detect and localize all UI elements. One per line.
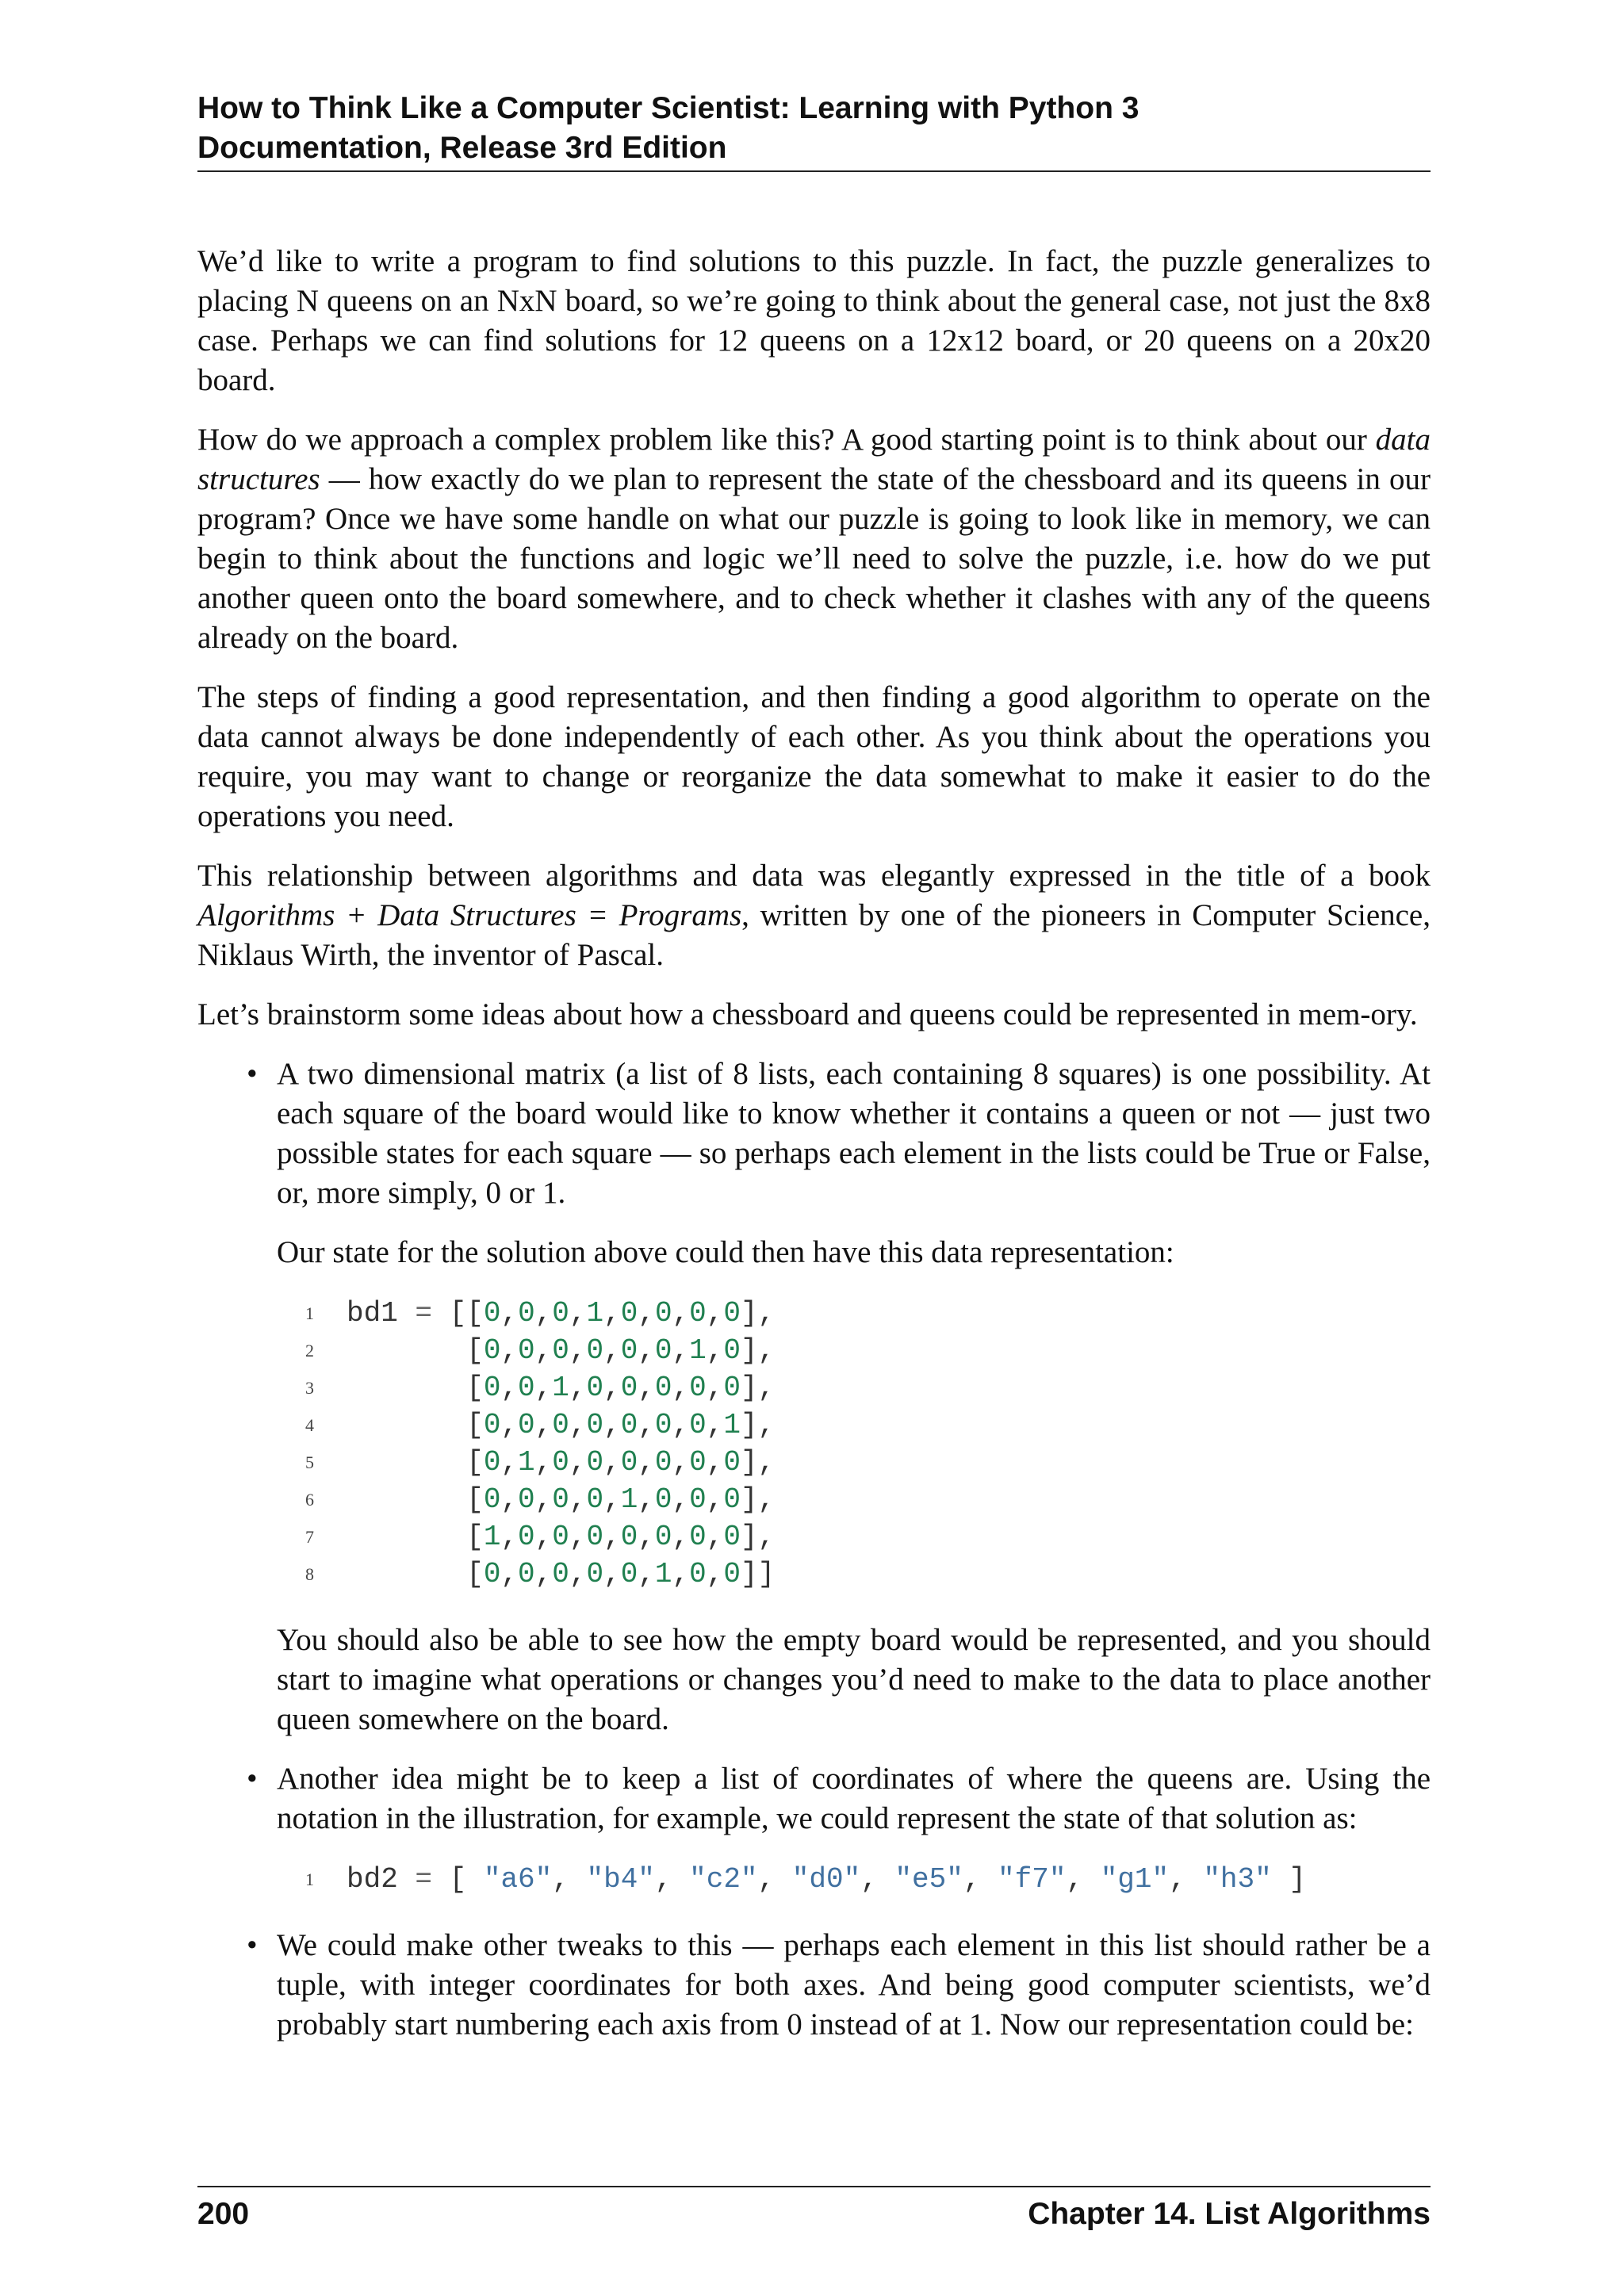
line-number: 5: [305, 1452, 314, 1472]
number-literal: 0: [586, 1483, 604, 1516]
comma: ,: [569, 1297, 587, 1330]
comma: ,: [672, 1558, 690, 1590]
indent: [: [347, 1483, 484, 1516]
bullet-dot-icon: •: [247, 1762, 258, 1796]
paragraph-4-text-b: , written by one of the pioneers in Computer Science, Niklaus Wirth, the inventor of Pascal.: [197, 898, 1431, 972]
comma: ,: [603, 1521, 621, 1553]
line-number: 4: [305, 1415, 314, 1435]
comma: ,: [569, 1483, 587, 1516]
number-literal: 0: [518, 1409, 535, 1441]
code-source: [337, 1481, 775, 1518]
bullet-3-paragraph-1: We could make other tweaks to this — perhaps each element in this list should rather be a tuple, with integer coordinates for both axes. And being good computer scientists, we’d probably start numbering each axis from 0 instead of at 1. Now our representation could be:: [277, 1928, 1431, 2042]
paragraph-3: The steps of finding a good representation, and then finding a good algorithm to operate on the data cannot always be done independently of each other. As you think about the operations you require, you may want to change or reorganize the data somewhat to make it easier to do the operations you need.: [197, 680, 1431, 833]
bracket: ],: [740, 1409, 776, 1441]
bullet-1-paragraph-3: You should also be able to see how the empty board would be represented, and you should start to imagine what operations or changes you’d need to make to the data to place another queen somewhere on the board.: [277, 1623, 1431, 1736]
number-literal: 0: [620, 1372, 638, 1404]
number-literal: 0: [518, 1558, 535, 1590]
line-number: 6: [305, 1490, 314, 1510]
comma: ,: [706, 1297, 724, 1330]
number-literal: 0: [518, 1372, 535, 1404]
comma: ,: [672, 1483, 690, 1516]
running-header: [197, 89, 1431, 168]
comma: ,: [672, 1446, 690, 1479]
indent: [: [347, 1558, 484, 1590]
bracket: ],: [740, 1297, 776, 1330]
number-literal: 0: [552, 1409, 569, 1441]
chapter-title: Chapter 14. List Algorithms: [1028, 2197, 1431, 2231]
string-literal: "d0": [791, 1863, 861, 1896]
code-line: [277, 1481, 1431, 1518]
comma: ,: [534, 1558, 553, 1590]
comma: ,: [569, 1334, 587, 1367]
bullet-dot-icon: •: [247, 1057, 258, 1091]
line-number: 2: [305, 1341, 314, 1360]
number-literal: 0: [654, 1297, 672, 1330]
number-literal: 0: [620, 1409, 638, 1441]
number-literal: 0: [654, 1483, 672, 1516]
number-literal: 1: [689, 1334, 707, 1367]
number-literal: 0: [654, 1446, 672, 1479]
number-literal: 0: [483, 1483, 501, 1516]
comma: ,: [706, 1409, 724, 1441]
comma: ,: [569, 1558, 587, 1590]
bracket: [[: [432, 1297, 484, 1330]
comma: ,: [534, 1483, 553, 1516]
number-literal: 0: [689, 1446, 707, 1479]
string-literal: "a6": [483, 1863, 553, 1896]
number-literal: 0: [723, 1558, 741, 1590]
number-literal: 1: [654, 1558, 672, 1590]
paragraph-2: [197, 420, 1431, 658]
number-literal: 0: [689, 1558, 707, 1590]
bracket: ],: [740, 1446, 776, 1479]
indent: [: [347, 1521, 484, 1553]
body-text: [197, 242, 1431, 2064]
number-literal: 0: [723, 1334, 741, 1367]
comma: ,: [534, 1409, 553, 1441]
number-literal: 0: [654, 1521, 672, 1553]
number-literal: 0: [518, 1297, 535, 1330]
number-literal: 0: [483, 1446, 501, 1479]
string-literal: "b4": [586, 1863, 655, 1896]
number-literal: 0: [552, 1334, 569, 1367]
number-literal: 0: [723, 1446, 741, 1479]
comma: ,: [603, 1334, 621, 1367]
indent: [: [347, 1446, 484, 1479]
comma: ,: [638, 1334, 655, 1367]
code-line: [277, 1518, 1431, 1556]
comma: ,: [1066, 1863, 1101, 1896]
comma: ,: [500, 1521, 519, 1553]
code-line: [277, 1369, 1431, 1406]
number-literal: 0: [620, 1334, 638, 1367]
line-number: 8: [305, 1564, 314, 1584]
variable-name: bd1: [347, 1297, 416, 1330]
number-literal: 0: [552, 1483, 569, 1516]
number-literal: 0: [552, 1446, 569, 1479]
number-literal: 1: [518, 1446, 535, 1479]
comma: ,: [638, 1297, 655, 1330]
number-literal: 0: [723, 1372, 741, 1404]
paragraph-4-emphasis: Algorithms + Data Structures = Programs: [197, 898, 742, 932]
comma: ,: [706, 1446, 724, 1479]
comma: ,: [638, 1446, 655, 1479]
comma: ,: [672, 1334, 690, 1367]
comma: ,: [534, 1446, 553, 1479]
number-literal: 0: [689, 1297, 707, 1330]
number-literal: 0: [518, 1521, 535, 1553]
comma: ,: [569, 1372, 587, 1404]
page-footer: [197, 2195, 1431, 2234]
paragraph-5: Let’s brainstorm some ideas about how a chessboard and queens could be represented in mem-ory.: [197, 997, 1418, 1031]
number-literal: 0: [723, 1521, 741, 1553]
number-literal: 0: [518, 1483, 535, 1516]
number-literal: 0: [586, 1558, 604, 1590]
line-number: 1: [305, 1869, 314, 1889]
comma: ,: [569, 1446, 587, 1479]
number-literal: 0: [689, 1372, 707, 1404]
comma: ,: [500, 1372, 519, 1404]
number-literal: 0: [518, 1334, 535, 1367]
footer-divider: [197, 2186, 1431, 2187]
code-source: [337, 1444, 775, 1481]
code-source: [337, 1518, 775, 1556]
comma: ,: [1169, 1863, 1204, 1896]
bullet-dot-icon: •: [247, 1928, 258, 1962]
comma: ,: [706, 1334, 724, 1367]
comma: ,: [603, 1483, 621, 1516]
number-literal: 0: [586, 1409, 604, 1441]
bracket: ],: [740, 1521, 776, 1553]
comma: ,: [534, 1521, 553, 1553]
number-literal: 1: [586, 1297, 604, 1330]
paragraph-2-text-b: — how exactly do we plan to represent the state of the chessboard and its queens in our program? Once we have some handle on what our puzzle is going to look like in memory, we can begin to think about the functions and logic we’ll need to solve the puzzle, i.e. how do we put another queen onto the board somewhere, and to check whether it clashes with any of the queens already on the board.: [197, 462, 1431, 655]
bullet-2-paragraph-1: Another idea might be to keep a list of coordinates of where the queens are. Using the notation in the illustration, for example, we could represent the state of that solution as:: [277, 1762, 1431, 1835]
bullet-item-2: [197, 1759, 1431, 1898]
paragraph-1: We’d like to write a program to find solutions to this puzzle. In fact, the puzzle generalizes to placing N queens on an NxN board, so we’re going to think about the general case, not just the 8x8 case. Perhaps we can find solutions for 12 queens on a 12x12 board, or 20 queens on a 20x20 board.: [197, 244, 1431, 397]
bullet-1-paragraph-1: A two dimensional matrix (a list of 8 lists, each containing 8 squares) is one possibility. At each square of the board would like to know whether it contains a queen or not — just two possible states for each square — so perhaps each element in the lists could be True or False, or, more simply, 0 or 1.: [277, 1057, 1431, 1210]
code-source: [337, 1556, 775, 1593]
bracket: ],: [740, 1334, 776, 1367]
comma: ,: [500, 1446, 519, 1479]
number-literal: 0: [552, 1297, 569, 1330]
comma: ,: [500, 1297, 519, 1330]
string-literal: "f7": [998, 1863, 1067, 1896]
number-literal: 0: [689, 1483, 707, 1516]
operator: =: [415, 1863, 433, 1896]
number-literal: 0: [483, 1558, 501, 1590]
comma: ,: [706, 1558, 724, 1590]
string-literal: "h3": [1203, 1863, 1272, 1896]
bracket: ],: [740, 1372, 776, 1404]
page-number: 200: [197, 2197, 250, 2231]
bracket: [: [432, 1863, 484, 1896]
bullet-list: [197, 1054, 1431, 2045]
operator: =: [415, 1297, 433, 1330]
number-literal: 0: [654, 1409, 672, 1441]
comma: ,: [638, 1521, 655, 1553]
indent: [: [347, 1409, 484, 1441]
header-title-line-1: How to Think Like a Computer Scientist: Learning with Python 3: [197, 91, 1139, 125]
comma: ,: [706, 1521, 724, 1553]
comma: ,: [603, 1558, 621, 1590]
comma: ,: [500, 1558, 519, 1590]
comma: ,: [757, 1863, 792, 1896]
comma: ,: [654, 1863, 690, 1896]
comma: ,: [672, 1521, 690, 1553]
comma: ,: [672, 1372, 690, 1404]
header-divider: [197, 170, 1431, 172]
code-line: [277, 1444, 1431, 1481]
number-literal: 0: [620, 1521, 638, 1553]
comma: ,: [534, 1334, 553, 1367]
code-source: [337, 1295, 775, 1332]
comma: ,: [672, 1409, 690, 1441]
number-literal: 0: [620, 1297, 638, 1330]
comma: ,: [569, 1409, 587, 1441]
bullet-item-3: [197, 1926, 1431, 2045]
code-source: [337, 1332, 775, 1369]
code-source: [337, 1406, 775, 1444]
comma: ,: [534, 1372, 553, 1404]
number-literal: 0: [689, 1521, 707, 1553]
number-literal: 1: [620, 1483, 638, 1516]
comma: ,: [500, 1483, 519, 1516]
number-literal: 1: [552, 1372, 569, 1404]
number-literal: 0: [689, 1409, 707, 1441]
number-literal: 0: [552, 1521, 569, 1553]
variable-name: bd2: [347, 1863, 416, 1896]
line-number: 1: [305, 1303, 314, 1323]
indent: [: [347, 1372, 484, 1404]
line-number: 3: [305, 1378, 314, 1398]
comma: ,: [706, 1372, 724, 1404]
number-literal: 1: [723, 1409, 741, 1441]
paragraph-2-text-a: How do we approach a complex problem like this? A good starting point is to think about our: [197, 423, 1376, 457]
number-literal: 0: [723, 1297, 741, 1330]
bracket: ]: [1271, 1863, 1306, 1896]
string-literal: "e5": [894, 1863, 963, 1896]
comma: ,: [963, 1863, 998, 1896]
comma: ,: [500, 1409, 519, 1441]
code-source: [337, 1861, 1306, 1898]
number-literal: 0: [483, 1372, 501, 1404]
number-literal: 0: [723, 1483, 741, 1516]
string-literal: "g1": [1100, 1863, 1170, 1896]
string-literal: "c2": [689, 1863, 758, 1896]
code-line: [277, 1332, 1431, 1369]
number-literal: 0: [586, 1334, 604, 1367]
number-literal: 0: [620, 1446, 638, 1479]
code-line: [277, 1295, 1431, 1332]
code-line: [277, 1406, 1431, 1444]
number-literal: 0: [586, 1372, 604, 1404]
bracket: ]]: [740, 1558, 776, 1590]
number-literal: 1: [483, 1521, 501, 1553]
bullet-1-paragraph-2: Our state for the solution above could then have this data representation:: [277, 1235, 1174, 1269]
comma: ,: [500, 1334, 519, 1367]
paragraph-4-text-a: This relationship between algorithms and data was elegantly expressed in the title of a book: [197, 859, 1431, 893]
indent: [: [347, 1334, 484, 1367]
number-literal: 0: [586, 1446, 604, 1479]
code-line: [277, 1861, 1431, 1898]
number-literal: 0: [586, 1521, 604, 1553]
number-literal: 0: [483, 1334, 501, 1367]
header-title-line-2: Documentation, Release 3rd Edition: [197, 131, 727, 165]
line-number: 7: [305, 1527, 314, 1547]
number-literal: 0: [654, 1334, 672, 1367]
paragraph-2-emphasis: data structures: [197, 423, 1431, 496]
comma: ,: [603, 1409, 621, 1441]
number-literal: 0: [552, 1558, 569, 1590]
comma: ,: [603, 1297, 621, 1330]
comma: ,: [638, 1558, 655, 1590]
comma: ,: [552, 1863, 587, 1896]
comma: ,: [638, 1483, 655, 1516]
number-literal: 0: [483, 1409, 501, 1441]
bracket: ],: [740, 1483, 776, 1516]
comma: ,: [672, 1297, 690, 1330]
comma: ,: [638, 1409, 655, 1441]
comma: ,: [603, 1372, 621, 1404]
number-literal: 0: [483, 1297, 501, 1330]
number-literal: 0: [620, 1558, 638, 1590]
paragraph-4: [197, 856, 1431, 975]
number-literal: 0: [654, 1372, 672, 1404]
comma: ,: [534, 1297, 553, 1330]
comma: ,: [860, 1863, 895, 1896]
code-block-bd1: [277, 1295, 1431, 1593]
code-line: [277, 1556, 1431, 1593]
comma: ,: [706, 1483, 724, 1516]
code-source: [337, 1369, 775, 1406]
bullet-item-1: [197, 1054, 1431, 1739]
code-block-bd2: [277, 1861, 1431, 1898]
comma: ,: [603, 1446, 621, 1479]
comma: ,: [569, 1521, 587, 1553]
comma: ,: [638, 1372, 655, 1404]
